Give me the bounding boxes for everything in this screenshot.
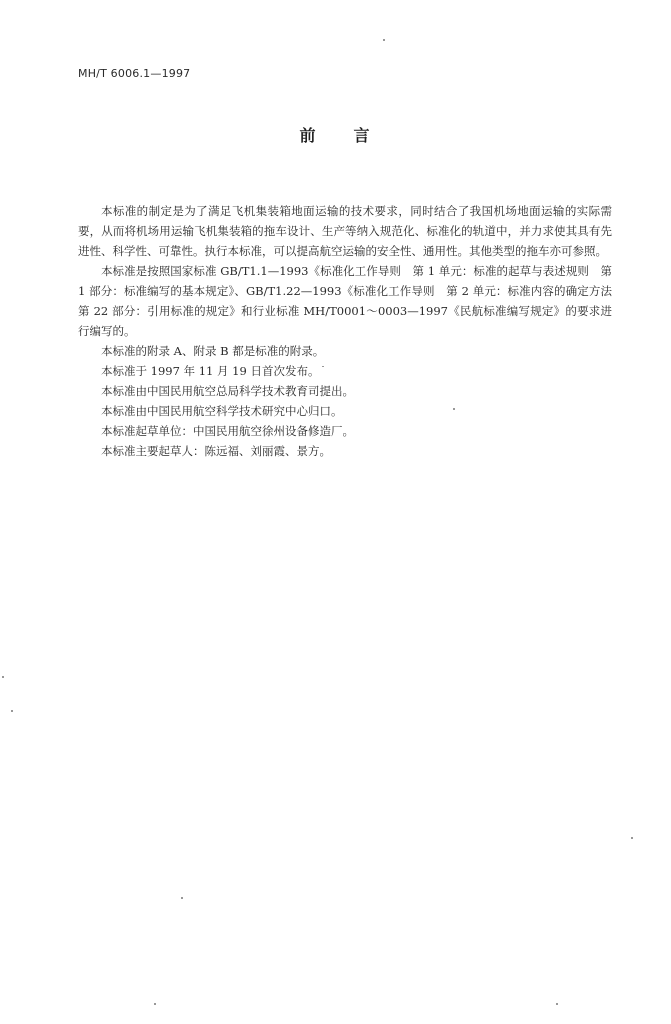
scan-speck [453,408,455,410]
paragraph-appendices: 本标准的附录 A、附录 B 都是标准的附录。 [101,344,325,358]
scan-speck [2,676,4,678]
paragraph-drafting-basis: 本标准是按照国家标准 GB/T1.1—1993《标准化工作导则 第 1 单元：标准的起草与表述规则 第 1 部分：标准编写的基本规定》、GB/T1.22—1993《标准化工作导则 第 2 单元：标准内容的确定方法 第 22 部分：引用标准的规定》和行业标准 MH/T0001～0003—1997《民航标准编写规定》的要求进行编写的。 [78,264,624,338]
scan-speck [154,1003,156,1005]
scan-speck [631,837,633,839]
paragraph-drafters: 本标准主要起草人：陈远福、刘丽霞、景方。 [101,444,331,458]
scan-speck [11,710,13,712]
page-title: 前 言 [299,126,372,145]
paragraph-release-date: 本标准于 1997 年 11 月 19 日首次发布。 [101,364,320,378]
scan-speck [383,39,385,41]
scan-speck [181,897,183,899]
paragraph-purpose: 本标准的制定是为了满足飞机集装箱地面运输的技术要求，同时结合了我国机场地面运输的实际需要，从而将机场用运输飞机集装箱的拖车设计、生产等纳入规范化、标准化的轨道中，并力求使其具有先进性、科学性、可靠性。执行本标准，可以提高航空运输的安全性、通用性。其他类型的拖车亦可参照。 [78,204,612,258]
paragraph-administrator: 本标准由中国民用航空科学技术研究中心归口。 [101,404,343,418]
scan-speck [556,1003,558,1005]
foreword-body [78,201,624,461]
paragraph-proposer: 本标准由中国民用航空总局科学技术教育司提出。 [101,384,354,398]
paragraph-drafting-unit: 本标准起草单位：中国民用航空徐州设备修造厂。 [101,424,354,438]
scan-speck [322,366,324,367]
standard-code: MH/T 6006.1—1997 [78,67,191,80]
